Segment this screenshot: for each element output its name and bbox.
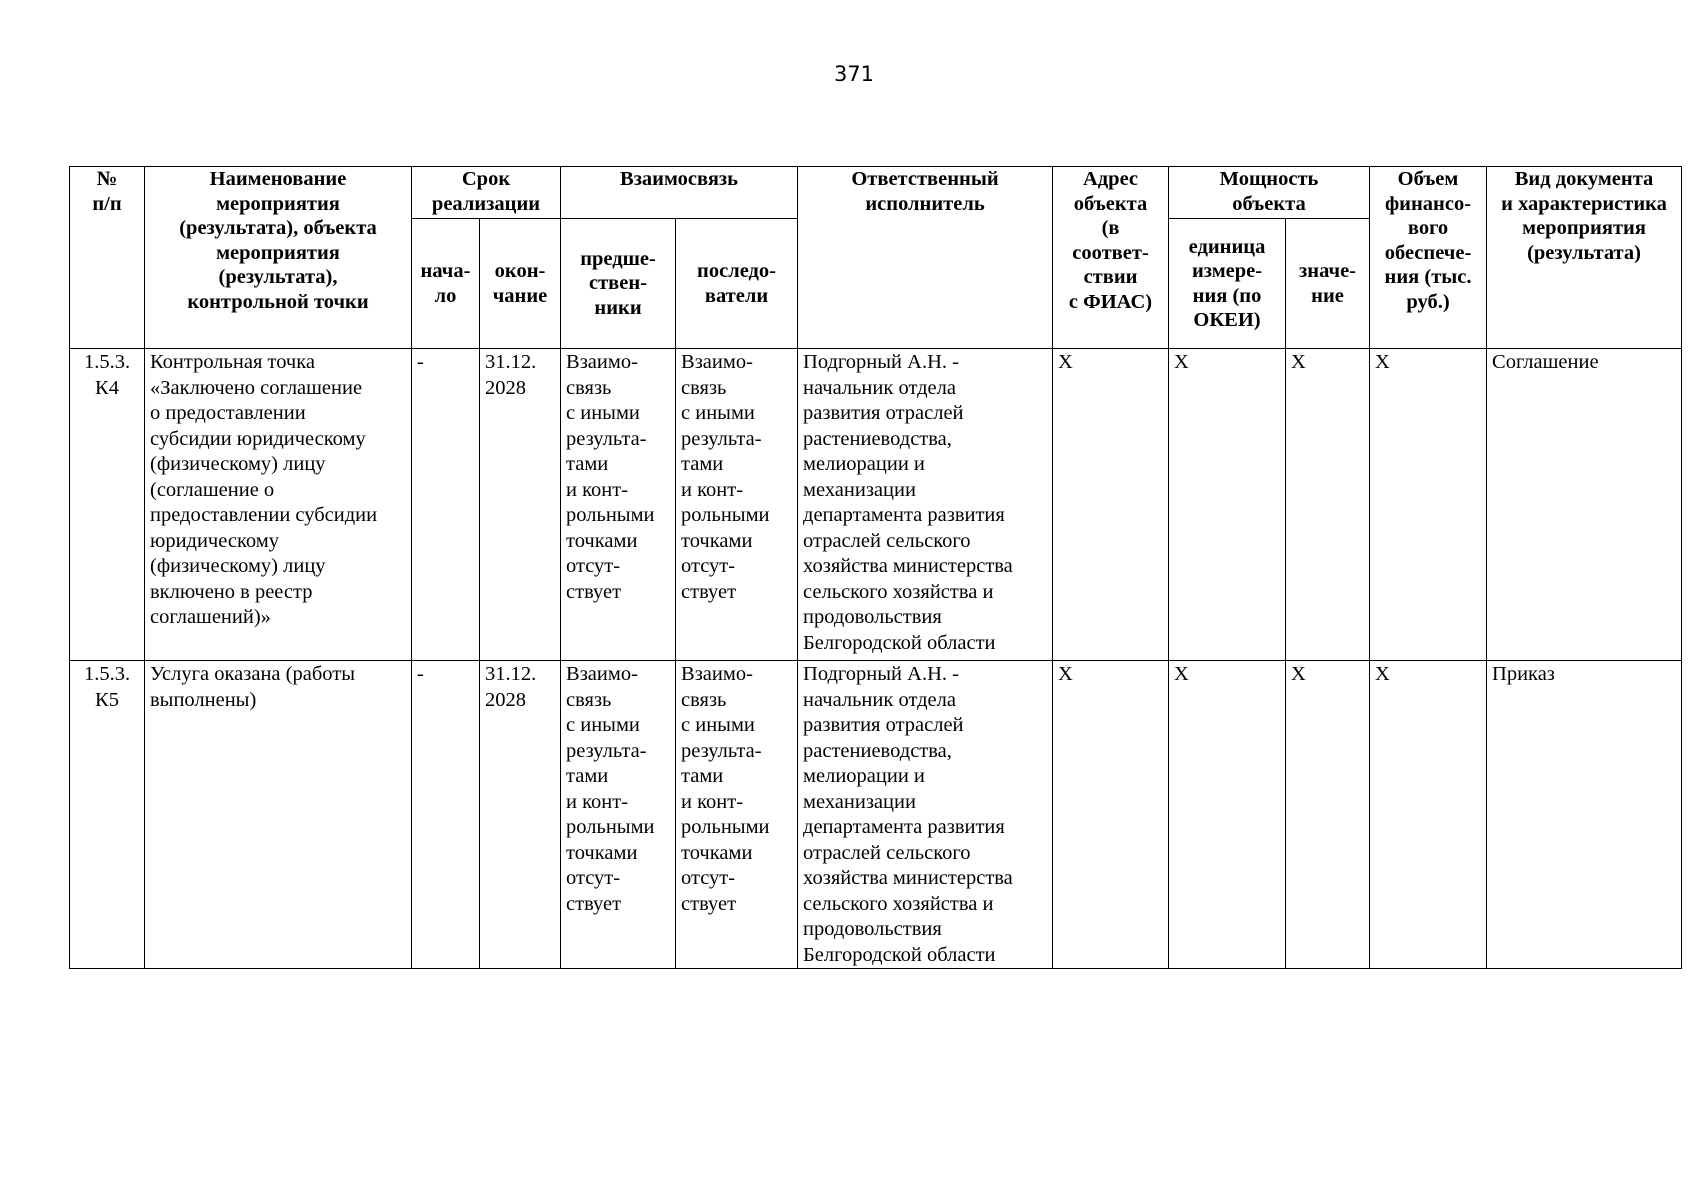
cell-value: X [1286,661,1370,969]
cell-responsible: Подгорный А.Н. - начальник отдела развития отраслей растениеводства, мелиорации и механизации департамента развития отраслей сельского хозяйства министерства сельского хозяйства и продовольствия Белгородской области [798,349,1053,661]
cell-end: 31.12. 2028 [480,661,561,969]
col-header-rel-prev: предше- ствен- ники [561,219,676,349]
table-row [70,661,1682,969]
cell-num: 1.5.3. К5 [70,661,145,969]
cell-value: X [1286,349,1370,661]
cell-prev: Взаимо- связь с иными результа- тами и конт- рольными точками отсут- ствует [561,349,676,661]
cell-next: Взаимо- связь с иными результа- тами и конт- рольными точками отсут- ствует [676,661,798,969]
col-header-rel-next: последо- ватели [676,219,798,349]
cell-prev: Взаимо- связь с иными результа- тами и конт- рольными точками отсут- ствует [561,661,676,969]
col-header-term-end: окон- чание [480,219,561,349]
header-row-1 [70,167,1682,219]
col-header-capacity: Мощность объекта [1169,167,1370,219]
cell-address: X [1053,661,1169,969]
cell-doc: Соглашение [1487,349,1682,661]
col-header-name: Наименование мероприятия (результата), объекта мероприятия (результата), контрольной точки [145,167,412,349]
cell-end: 31.12. 2028 [480,349,561,661]
col-header-doc: Вид документа и характеристика мероприятия (результата) [1487,167,1682,349]
col-header-cap-unit: единица измере- ния (по ОКЕИ) [1169,219,1286,349]
table-row [70,349,1682,661]
col-header-term: Срок реализации [412,167,561,219]
cell-start: - [412,349,480,661]
cell-finance: X [1370,661,1487,969]
col-header-term-start: нача- ло [412,219,480,349]
col-header-responsible: Ответственный исполнитель [798,167,1053,349]
page-number: 371 [833,62,875,86]
cell-name: Услуга оказана (работы выполнены) [145,661,412,969]
col-header-cap-value: значе- ние [1286,219,1370,349]
cell-start: - [412,661,480,969]
col-header-num: № п/п [70,167,145,349]
cell-finance: X [1370,349,1487,661]
col-header-address: Адрес объекта (в соответ- ствии с ФИАС) [1053,167,1169,349]
cell-unit: X [1169,661,1286,969]
cell-num: 1.5.3. К4 [70,349,145,661]
cell-next: Взаимо- связь с иными результа- тами и конт- рольными точками отсут- ствует [676,349,798,661]
cell-responsible: Подгорный А.Н. - начальник отдела развития отраслей растениеводства, мелиорации и механизации департамента развития отраслей сельского хозяйства министерства сельского хозяйства и продовольствия Белгородской области [798,661,1053,969]
cell-name: Контрольная точка «Заключено соглашение о предоставлении субсидии юридическому (физическому) лицу (соглашение о предоставлении субсидии юридическому (физическому) лицу включено в реестр соглашений)» [145,349,412,661]
cell-doc: Приказ [1487,661,1682,969]
cell-unit: X [1169,349,1286,661]
col-header-finance: Объем финансо- вого обеспече- ния (тыс. руб.) [1370,167,1487,349]
activities-table [69,166,1682,969]
cell-address: X [1053,349,1169,661]
col-header-relation: Взаимосвязь [561,167,798,219]
